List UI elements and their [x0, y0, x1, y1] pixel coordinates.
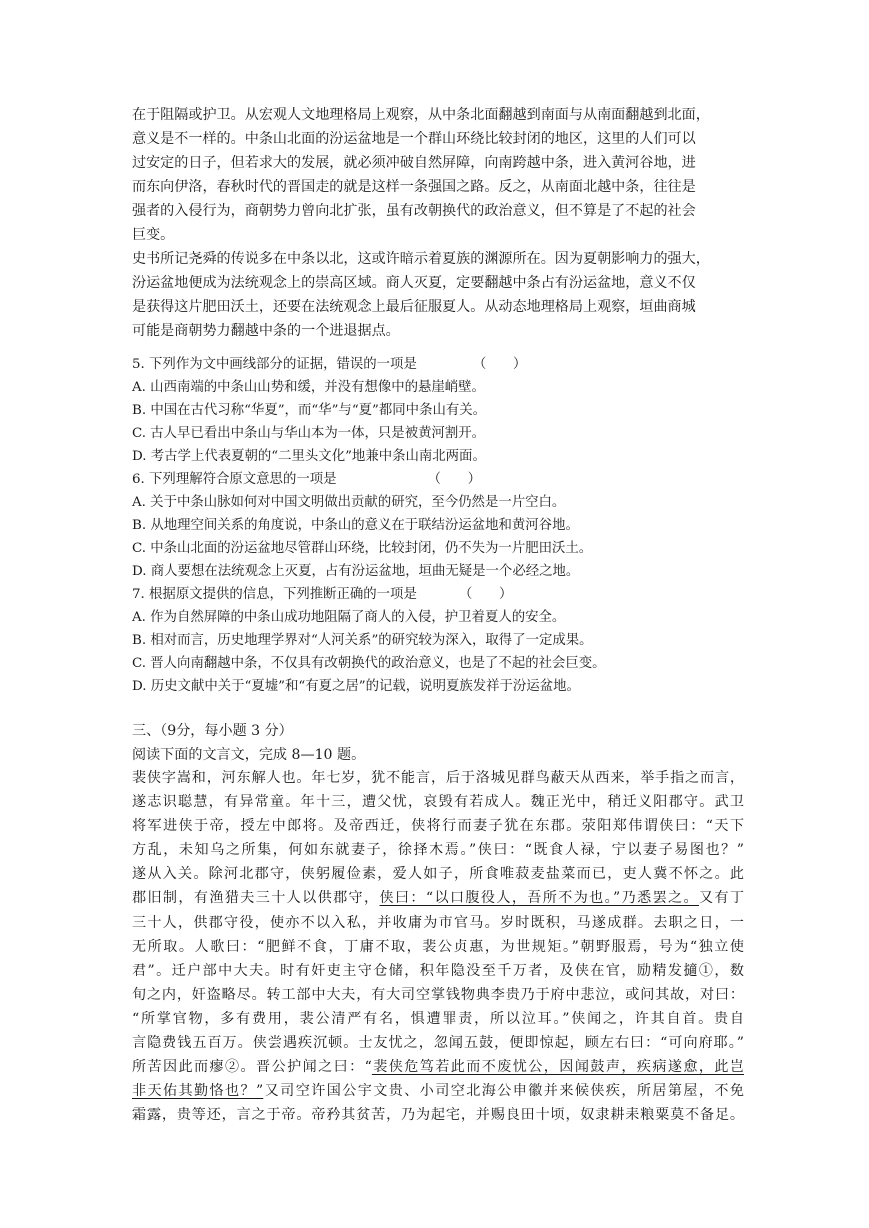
question-option: B. 相对而言，历史地理学界对“人河关系”的研究较为深入，取得了一定成果。 — [132, 633, 593, 648]
question-stem: 5. 下列作为文中画线部分的证据，错误的一项是 — [132, 357, 417, 372]
classical-line: 言隐费钱五百万。侠尝遇疾沉顿。士友忧之，忽闻五鼓，便即惊起，顾左右曰：“可向府耶。” — [132, 1035, 744, 1052]
question-option: D. 历史文献中关于“夏墟”和“有夏之居”的记载，说明夏族发祥于汾运盆地。 — [132, 679, 580, 694]
passage-line: 而东向伊洛，春秋时代的晋国走的就是这样一条强国之路。反之，从南面北越中条，往往是 — [132, 179, 696, 195]
section-heading: 三、（9分，每小题 3 分） — [132, 723, 293, 739]
underlined-sentence: 侠曰：“以口腹役人，吾所不为也。”乃悉罢之。 — [379, 890, 699, 907]
classical-line: 霜露，贵等还，言之于帝。帝矜其贫苦，乃为起宅，并赐良田十顷，奴隶耕耒粮粟莫不备足。 — [132, 1107, 744, 1124]
classical-text — [132, 766, 744, 1127]
classical-line: 遂志识聪慧，有异常童。年十三，遭父忧，哀毁有若成人。魏正光中，稍迁义阳郡守。武卫 — [132, 794, 744, 811]
classical-line: 旬之内，奸盗略尽。转工部中大夫，有大司空掌钱物典李贵乃于府中悲泣，或问其故，对曰： — [132, 986, 744, 1003]
passage-continuation — [132, 103, 744, 343]
question-option: C. 古人早已看出中条山与华山本为一体，只是被黄河割开。 — [132, 426, 486, 441]
answer-bracket: （ ） — [472, 357, 527, 372]
question-option: B. 从地理空间关系的角度说，中条山的意义在于联结汾运盆地和黄河谷地。 — [132, 518, 579, 533]
section-3-header — [132, 719, 744, 767]
classical-line — [132, 886, 744, 910]
passage-line: 史书所记尧舜的传说多在中条以北，这或许暗示着夏族的渊源所在。因为夏朝影响力的强大， — [132, 251, 710, 267]
passage-line: 可能是商朝势力翻越中条的一个进退据点。 — [132, 323, 400, 339]
classical-line: 无所取。人歌曰：“肥鲜不食，丁庸不取，裴公贞惠，为世规矩。”朝野服焉，号为“独立使 — [132, 938, 744, 955]
classical-text-segment: 郡旧制，有渔猎夫三十人以供郡守， — [132, 890, 380, 907]
classical-line: 裴侠字嵩和，河东解人也。年七岁，犹不能言，后于洛城见群鸟蔽天从西来，举手指之而言， — [132, 770, 744, 786]
question-stem: 6. 下列理解符合原文意思的一项是 — [132, 472, 337, 487]
question-5 — [132, 353, 752, 468]
classical-line: 方乱，未知乌之所集，何如东就妻子，徐择木焉。”侠曰：“既食人禄，宁以妻子易图也？” — [132, 842, 744, 859]
passage-line: 巨变。 — [132, 227, 175, 243]
passage-line: 汾运盆地便成为法统观念上的崇高区域。商人灭夏，定要翻越中条占有汾运盆地，意义不仅 — [132, 275, 696, 291]
underlined-sentence: 裴侠危笃若此而不废忧公，因闻鼓声，疾病遂愈，此岂 — [371, 1059, 744, 1076]
passage-line: 强者的入侵行为，商朝势力曾向北扩张，虽有改朝换代的政治意义，但不算是了不起的社会 — [132, 203, 696, 219]
passage-line: 意义是不一样的。中条山北面的汾运盆地是一个群山环绕比较封闭的地区，这里的人们可以 — [132, 131, 696, 147]
classical-line: 将军进侠于帝，授左中郎将。及帝西迁，侠将行而妻子犹在东郡。荥阳郑伟谓侠曰：“天下 — [132, 818, 744, 835]
classical-line — [132, 1055, 744, 1079]
underlined-sentence: 非天佑其勤恪也？” — [132, 1083, 264, 1100]
classical-line: 三十人，供郡守役，使亦不以入私，并收庸为市官马。岁时既积，马遂成群。去职之日，一 — [132, 914, 744, 931]
passage-line: 在于阻隔或护卫。从宏观人文地理格局上观察，从中条北面翻越到南面与从南面翻越到北面， — [132, 107, 710, 123]
classical-line: 遂从入关。除河北郡守，侠躬履俭素，爱人如子，所食唯菽麦盐菜而已，吏人冀不怀之。此 — [132, 866, 744, 883]
question-option: B. 中国在古代习称“华夏”，而“华”与“夏”都同中条山有关。 — [132, 403, 487, 418]
answer-bracket: （ ） — [458, 587, 513, 602]
question-stem: 7. 根据原文提供的信息，下列推断正确的一项是 — [132, 587, 417, 602]
passage-line: 是获得这片肥田沃土，还要在法统观念上最后征服夏人。从动态地理格局上观察，垣曲商城 — [132, 299, 696, 315]
classical-text-segment: 又有丁 — [698, 890, 745, 907]
question-option: D. 商人要想在法统观念上灭夏，占有汾运盆地，垣曲无疑是一个必经之地。 — [132, 564, 580, 579]
classical-text-segment: 又司空许国公宇文贵、小司空北海公申徽并来候侠疾，所居第屋，不免 — [263, 1083, 744, 1100]
question-6 — [132, 468, 752, 583]
answer-bracket: （ ） — [427, 472, 482, 487]
classical-line: “所掌官物，多有费用，裴公清严有名，惧遭罪责，所以泣耳。”侠闻之，许其自首。贵自 — [132, 1010, 744, 1027]
question-option: A. 山西南端的中条山山势和缓，并没有想像中的悬崖峭壁。 — [132, 380, 485, 395]
question-option: A. 作为自然屏障的中条山成功地阻隔了商人的入侵，护卫着夏人的安全。 — [132, 610, 566, 625]
question-option: A. 关于中条山脉如何对中国文明做出贡献的研究，至今仍然是一片空白。 — [132, 495, 566, 510]
question-option: C. 晋人向南翻越中条，不仅具有改朝换代的政治意义，也是了不起的社会巨变。 — [132, 656, 606, 671]
question-option: C. 中条山北面的汾运盆地尽管群山环绕，比较封闭，仍不失为一片肥田沃土。 — [132, 541, 593, 556]
questions-block — [132, 353, 752, 698]
passage-line: 过安定的日子，但若求大的发展，就必须冲破自然屏障，向南跨越中条，进入黄河谷地，进 — [132, 155, 696, 171]
classical-line: 君”。迁户部中大夫。时有奸吏主守仓储，积年隐没至千万者，及侠在官，励精发擿①，数 — [132, 962, 744, 979]
section-instruction: 阅读下面的文言文，完成 8—10 题。 — [132, 747, 366, 763]
question-option: D. 考古学上代表夏朝的“二里头文化”地兼中条山南北两面。 — [132, 449, 486, 464]
classical-text-segment: 所苦因此而瘳②。晋公护闻之曰：“ — [132, 1059, 372, 1076]
classical-line — [132, 1079, 744, 1103]
question-7 — [132, 583, 752, 698]
